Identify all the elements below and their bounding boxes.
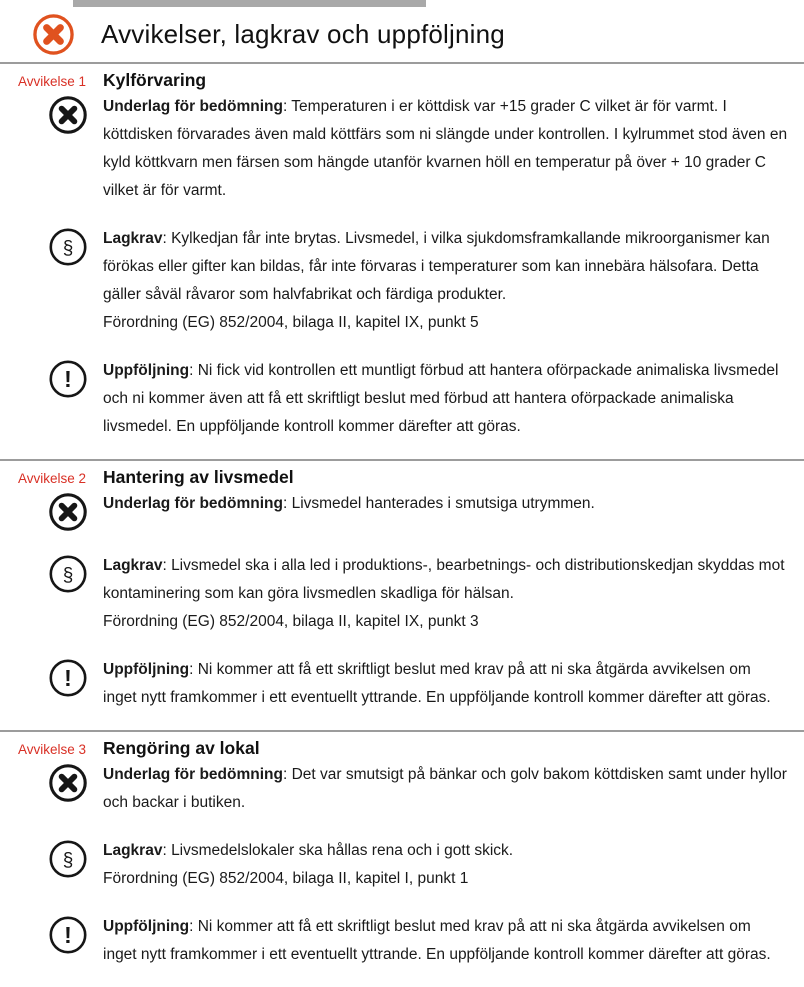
assessment-text: : Livsmedel hanterades i smutsiga utrymmen. [282, 495, 595, 512]
followup-text: : Ni kommer att få ett skriftligt beslut med krav på att ni ska åtgärda avvikelsen om inget nytt framkommer i ett eventuellt yttrande. En uppföljande kontroll kommer därefter att göras. [103, 661, 771, 706]
followup-text: : Ni fick vid kontrollen ett muntligt förbud att hantera oförpackade animaliska livsmedel och ni kommer även att få ett skriftligt beslut med förbud att hantera oförpackade animaliska livsmedel. En uppföljande kontroll kommer därefter att göras. [103, 362, 779, 435]
cross-circle-icon [48, 95, 88, 135]
assessment-paragraph [103, 761, 788, 817]
law-reference: Förordning (EG) 852/2004, bilaga II, kapitel I, punkt 1 [103, 870, 469, 887]
law-label: Lagkrav [103, 230, 163, 247]
law-text: : Livsmedel ska i alla led i produktions-, bearbetnings- och distributionskedjan skyddas mot kontaminering som kan göra livsmedlen skadliga för hälsan. [103, 557, 785, 602]
assessment-paragraph [103, 490, 788, 518]
assessment-label: Underlag för bedömning [103, 495, 283, 512]
followup-label: Uppföljning [103, 661, 190, 678]
law-text: : Kylkedjan får inte brytas. Livsmedel, i vilka sjukdomsframkallande mikroorganismer kan förökas eller gifter kan bildas, får inte förvaras i temperaturer som kan innebära hälsofara. Detta gäller såväl råvaror som halvfabrikat och färdiga produkter. [103, 230, 770, 303]
svg-text:§: § [62, 238, 74, 259]
deviation-1-title: Kylförvaring [103, 70, 207, 90]
exclamation-circle-icon [48, 915, 88, 955]
law-label: Lagkrav [103, 842, 163, 859]
followup-text: : Ni kommer att få ett skriftligt beslut med krav på att ni ska åtgärda avvikelsen om inget nytt framkommer i ett eventuellt yttrande. En uppföljande kontroll kommer därefter att göras. [103, 918, 771, 963]
law-paragraph [103, 837, 788, 865]
exclamation-circle-icon [48, 359, 88, 399]
law-reference: Förordning (EG) 852/2004, bilaga II, kapitel IX, punkt 5 [103, 314, 479, 331]
deviation-1-label: Avvikelse 1 [18, 74, 87, 89]
deviation-1-section [0, 64, 804, 459]
page-title: Avvikelser, lagkrav och uppföljning [101, 18, 505, 49]
assessment-label: Underlag för bedömning [103, 766, 283, 783]
cross-circle-icon [48, 763, 88, 803]
svg-text:!: ! [64, 665, 72, 691]
law-text: : Livsmedelslokaler ska hållas rena och i gott skick. [162, 842, 514, 859]
section-sign-circle-icon [48, 554, 88, 594]
deviation-2-title: Hantering av livsmedel [103, 467, 294, 487]
cross-circle-icon [48, 492, 88, 532]
law-paragraph [103, 225, 788, 309]
followup-label: Uppföljning [103, 918, 190, 935]
svg-text:§: § [62, 565, 74, 586]
assessment-text: : Temperaturen i er köttdisk var +15 grader C vilket är för varmt. I köttdisken förvarades även mald köttfärs som ni slängde under kontrollen. I kylrummet stod även en kyld köttkvarn men färsen som hängde utanför kvarnen höll en temperatur på över + 10 grader C vilket är för varmt. [103, 98, 788, 199]
deviation-cross-circle-icon [32, 13, 75, 56]
exclamation-circle-icon [48, 658, 88, 698]
assessment-paragraph [103, 93, 788, 205]
assessment-text: : Det var smutsigt på bänkar och golv bakom köttdisken samt under hyllor och backar i butiken. [103, 766, 787, 811]
svg-text:!: ! [64, 366, 72, 392]
section-sign-circle-icon [48, 839, 88, 879]
law-reference: Förordning (EG) 852/2004, bilaga II, kapitel IX, punkt 3 [103, 613, 479, 630]
deviation-3-title: Rengöring av lokal [103, 738, 260, 758]
deviation-2-label: Avvikelse 2 [18, 471, 87, 486]
svg-text:§: § [62, 850, 74, 871]
followup-paragraph [103, 656, 788, 712]
assessment-label: Underlag för bedömning [103, 98, 283, 115]
section-sign-circle-icon [48, 227, 88, 267]
deviation-3-label: Avvikelse 3 [18, 742, 87, 757]
report-header [0, 0, 804, 62]
followup-label: Uppföljning [103, 362, 190, 379]
deviation-2-section [0, 461, 804, 730]
law-label: Lagkrav [103, 557, 163, 574]
top-partial-bar [73, 0, 426, 7]
law-paragraph [103, 552, 788, 608]
deviation-3-section [0, 732, 804, 987]
followup-paragraph [103, 357, 788, 441]
followup-paragraph [103, 913, 788, 969]
svg-text:!: ! [64, 922, 72, 948]
